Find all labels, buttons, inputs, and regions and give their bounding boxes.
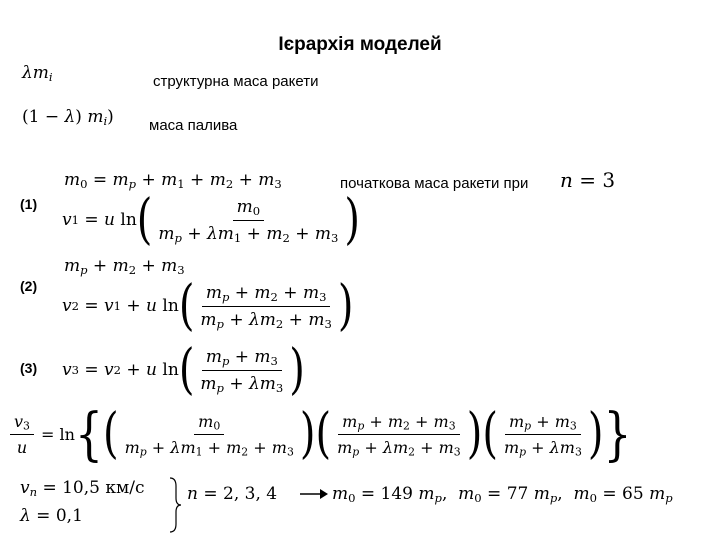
right-paren-icon: ) bbox=[289, 338, 305, 402]
right-brace-icon bbox=[168, 476, 182, 534]
vn-value: 10,5 bbox=[62, 478, 100, 498]
vn-formula: $v_n = 10,5$ км/с bbox=[20, 478, 145, 499]
vn-unit: км/с bbox=[105, 478, 145, 498]
right-brace-icon: } bbox=[603, 400, 632, 468]
left-paren-icon: ( bbox=[178, 338, 195, 402]
stage-number-3: (3) bbox=[20, 360, 38, 376]
initial-mass-label: початкова маса ракети при bbox=[340, 175, 529, 192]
n-values: 2, 3, 4 bbox=[223, 484, 278, 504]
n-values-formula: n = 2, 3, 4 bbox=[187, 484, 278, 504]
right-paren-icon: ) bbox=[344, 188, 360, 252]
m0-value-1: 149 bbox=[380, 484, 413, 504]
lambda-formula: λ = 0,1 bbox=[20, 506, 83, 526]
stage2-mass-formula: $m_p + m_2 + m_3$ bbox=[64, 256, 185, 277]
velocity-formula-3: v 3 = v 2 + u ln ( $\frac{m_p + m_3}{m_p + \lambda m_3}$ ) bbox=[62, 338, 305, 402]
fuel-mass-formula: (1 − λ) $m_i$) bbox=[22, 107, 114, 128]
m0-results: $m_0 = 149$ $m_p$, $m_0 = 77$ $m_p$, $m_0 = 65$ $m_p$ bbox=[332, 484, 673, 505]
n-value: 3 bbox=[602, 168, 616, 192]
velocity-formula-1: v 1 = u ln ( $\frac{m_0}{m_p + \lambda m_1 + m_2 + m_3}$ ) bbox=[62, 188, 360, 252]
page-title: Ієрархія моделей bbox=[278, 34, 442, 55]
m0-value-3: 65 bbox=[622, 484, 644, 504]
lambda-value: 0,1 bbox=[55, 506, 83, 526]
n-equals: n = 3 bbox=[560, 168, 616, 192]
left-paren-icon: ( bbox=[178, 274, 195, 338]
fuel-mass-label: маса палива bbox=[149, 117, 238, 134]
m0-value-2: 77 bbox=[506, 484, 529, 504]
left-brace-icon: { bbox=[74, 400, 103, 468]
arrow-right-icon bbox=[300, 488, 328, 500]
structural-mass-formula: $\lambda m_i$ bbox=[22, 63, 53, 84]
structural-mass-label: структурна маса ракети bbox=[153, 73, 319, 90]
velocity-formula-2: v 2 = v 1 + u ln ( $\frac{m_p + m_2 + m_3}{m_p + \lambda m_2 + m_3}$ ) bbox=[62, 274, 354, 338]
initial-mass-formula: $m_0 = m_p + m_1 + m_2 + m_3$ bbox=[64, 170, 282, 191]
right-paren-icon: ) bbox=[337, 274, 354, 338]
stage-number-1: (1) bbox=[20, 196, 38, 212]
stage-number-2: (2) bbox=[20, 278, 38, 294]
combined-velocity-formula: $\frac{v_3}{u}$ = ln { ( $\frac{m_0}{m_p + \lambda m_1 + m_2 + m_3}$ ) ( $\frac{m_p + m_2 + m_3}{m_p + \lambda m_2 + m_3}$ ) ( $\frac{m_p + m_3}{m_p + \lambda m_3}$ ) } bbox=[8, 402, 632, 466]
left-paren-icon: ( bbox=[136, 188, 153, 252]
